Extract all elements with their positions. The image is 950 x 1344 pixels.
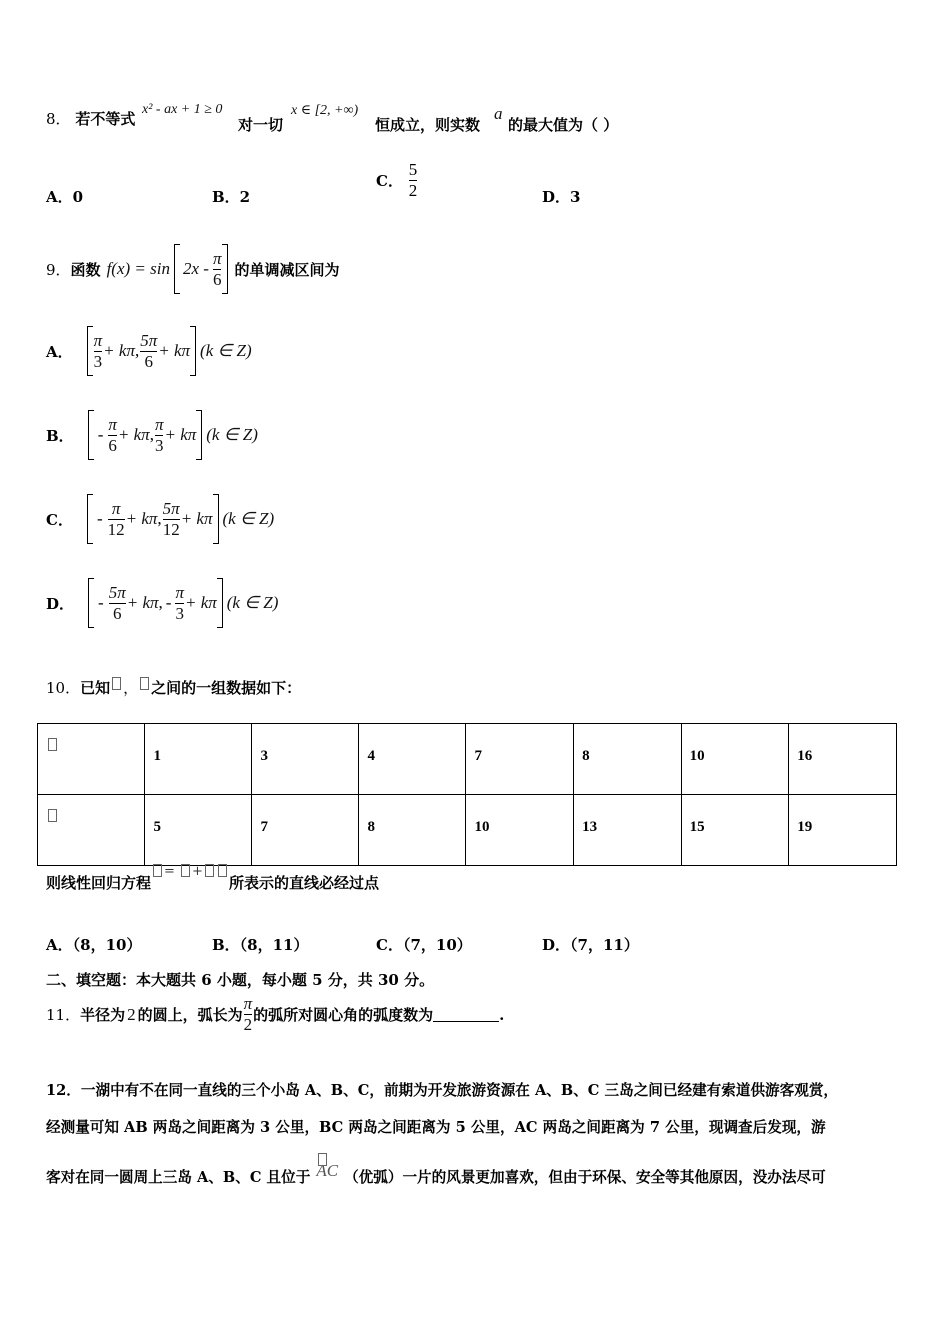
q8-option-a: A．0 <box>46 188 84 206</box>
q8-number: 8． <box>46 110 71 128</box>
q10-stem: 10．已知 ， 之间的一组数据如下： <box>46 679 302 697</box>
table-row: 1 3 4 7 8 10 16 <box>38 724 897 795</box>
q10-option-b: B．（8，11） <box>212 936 309 954</box>
table-row: 5 7 8 10 13 15 19 <box>38 795 897 866</box>
q12-line-1: 12．一湖中有不在同一直线的三个小岛 A、B、C，前期为开发旅游资源在 A、B、C 三岛之间已经建有索道供游客观赏， <box>46 1082 839 1099</box>
missing-glyph-icon <box>140 677 149 690</box>
q10-option-a: A．（8，10） <box>46 936 142 954</box>
q8-option-c: C． $\frac{5}{2}$ <box>376 160 418 200</box>
regression-equation: = + <box>151 864 229 879</box>
q10-regression-line: 则线性回归方程 = + 所表示的直线必经过点 <box>46 864 379 892</box>
q8-stem: 8． 若不等式 <box>46 110 136 128</box>
q8-option-d: D．3 <box>542 188 581 206</box>
q10-option-c: C．（7，10） <box>376 936 472 954</box>
q10-option-d: D．（7，11） <box>542 936 639 954</box>
q9-function: f(x) = sin <box>106 259 170 278</box>
missing-glyph-icon <box>48 809 57 822</box>
arc-ac: AC <box>316 1161 338 1181</box>
q8-variable-a: a <box>494 104 503 123</box>
missing-glyph-icon <box>318 1153 327 1166</box>
q9-stem: 9． 函数 f(x) = sin 2x - $\frac{\pi}{6}$ 的单调减区间为 <box>46 244 339 294</box>
q9-option-b: B． - $\frac{\pi}{6}$ + kπ , $\frac{\pi}{3}$ + kπ (k ∈ Z) <box>46 410 258 460</box>
q9-option-d: D． - $\frac{5\pi}{6}$ + kπ , - $\frac{\pi}{3}$ + kπ (k ∈ Z) <box>46 578 278 628</box>
q8-domain: x ∈ [2, +∞) <box>291 103 359 118</box>
missing-glyph-icon <box>112 677 121 690</box>
missing-glyph-icon <box>48 738 57 751</box>
q11-stem: 11． 半径为 2 的圆上，弧长为 $\frac{\pi}{2}$ 的弧所对圆心角的弧度数为 . <box>46 994 505 1034</box>
q12-line-3: 客对在同一圆周上三岛 A、B、C 且位于 AC （优弧）一片的风景更加喜欢，但由于环保、安全等其他原因，没办法尽可 <box>46 1166 826 1187</box>
section-heading: 二、填空题：本大题共 6 小题，每小题 5 分，共 30 分。 <box>46 971 435 989</box>
q10-data-table <box>37 723 897 866</box>
answer-blank[interactable] <box>433 1007 499 1022</box>
q9-option-a: A． $\frac{\pi}{3}$ + kπ , $\frac{5\pi}{6}$ + kπ (k ∈ Z) <box>46 326 252 376</box>
q12-line-2: 经测量可知 AB 两岛之间距离为 3 公里，BC 两岛之间距离为 5 公里，AC 两岛之间距离为 7 公里，现调查后发现，游 <box>46 1119 826 1136</box>
q8-inequality: x² - ax + 1 ≥ 0 <box>142 102 223 117</box>
q8-option-b: B．2 <box>212 188 251 206</box>
q9-option-c: C． - $\frac{\pi}{12}$ + kπ , $\frac{5\pi}{12}$ + kπ (k ∈ Z) <box>46 494 274 544</box>
